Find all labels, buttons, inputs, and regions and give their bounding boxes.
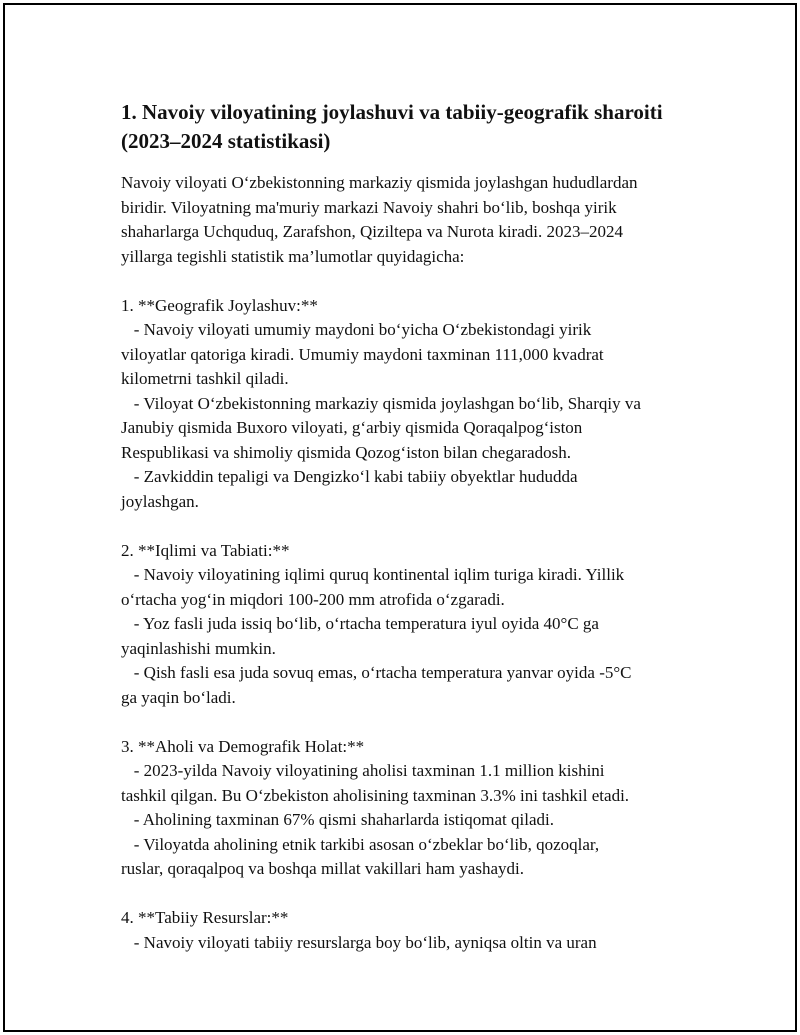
section-population-demographics (121, 735, 701, 882)
text-line: - Qish fasli esa juda sovuq emas, o‘rtacha temperatura yanvar oyida -5°C (121, 663, 632, 682)
title-line: (2023–2024 statistikasi) (121, 129, 331, 153)
intro-paragraph (121, 171, 701, 269)
section-natural-resources (121, 906, 701, 955)
paragraph-gap (121, 710, 701, 735)
text-line: - Aholining taxminan 67% qismi shaharlarda istiqomat qiladi. (121, 810, 554, 829)
section-climate-nature (121, 539, 701, 711)
text-line: shaharlarga Uchquduq, Zarafshon, Qiziltepa va Nurota kiradi. 2023–2024 (121, 222, 623, 241)
text-line: - Yoz fasli juda issiq bo‘lib, o‘rtacha temperatura iyul oyida 40°C ga (121, 614, 599, 633)
text-line: Janubiy qismida Buxoro viloyati, g‘arbiy qismida Qoraqalpog‘iston (121, 418, 583, 437)
text-line: ga yaqin bo‘ladi. (121, 687, 236, 707)
text-line: biridir. Viloyatning ma'muriy markazi Navoiy shahri bo‘lib, boshqa yirik (121, 197, 617, 217)
text-line: - 2023-yilda Navoiy viloyatining aholisi taxminan 1.1 million kishini (121, 761, 605, 780)
text-line: Respublikasi va shimoliy qismida Qozog‘iston bilan chegaradosh. (121, 442, 571, 462)
section-heading: 1. **Geografik Joylashuv:** (121, 295, 318, 315)
text-line: ruslar, qoraqalpoq va boshqa millat vakillari ham yashaydi. (121, 859, 524, 878)
text-line: tashkil qilgan. Bu O‘zbekiston aholisining taxminan 3.3% ini tashkil etadi. (121, 785, 630, 805)
text-line: yillarga tegishli statistik ma’lumotlar quyidagicha: (121, 246, 465, 266)
text-line: Navoiy viloyati O‘zbekistonning markaziy qismida joylashgan hududlardan (121, 173, 638, 192)
text-line: - Zavkiddin tepaligi va Dengizko‘l kabi tabiiy obyektlar hududda (121, 467, 578, 486)
page-title (121, 98, 701, 156)
text-line: - Navoiy viloyati tabiiy resurslarga boy bo‘lib, ayniqsa oltin va uran (121, 932, 597, 952)
text-line: - Viloyatda aholining etnik tarkibi asosan o‘zbeklar bo‘lib, qozoqlar, (121, 834, 600, 854)
text-line: o‘rtacha yog‘in miqdori 100-200 mm atrofida o‘zgaradi. (121, 589, 505, 609)
section-heading: 4. **Tabiiy Resurslar:** (121, 908, 289, 927)
section-geographic-location (121, 294, 701, 515)
document-content (121, 98, 701, 955)
text-line: viloyatlar qatoriga kiradi. Umumiy maydoni taxminan 111,000 kvadrat (121, 344, 604, 364)
text-line: kilometrni tashkil qiladi. (121, 369, 289, 388)
title-line: 1. Navoiy viloyatining joylashuvi va tabiiy-geografik sharoiti (121, 100, 663, 124)
paragraph-gap (121, 882, 701, 907)
text-line: joylashgan. (121, 491, 199, 511)
paragraph-gap (121, 514, 701, 539)
text-line: yaqinlashishi mumkin. (121, 638, 276, 658)
section-heading: 2. **Iqlimi va Tabiati:** (121, 540, 290, 560)
paragraph-gap (121, 269, 701, 294)
text-line: - Navoiy viloyatining iqlimi quruq kontinental iqlim turiga kiradi. Yillik (121, 565, 625, 584)
document-page (3, 3, 797, 1032)
section-heading: 3. **Aholi va Demografik Holat:** (121, 736, 365, 756)
text-line: - Viloyat O‘zbekistonning markaziy qismida joylashgan bo‘lib, Sharqiy va (121, 393, 641, 413)
text-line: - Navoiy viloyati umumiy maydoni bo‘yicha O‘zbekistondagi yirik (121, 320, 592, 339)
